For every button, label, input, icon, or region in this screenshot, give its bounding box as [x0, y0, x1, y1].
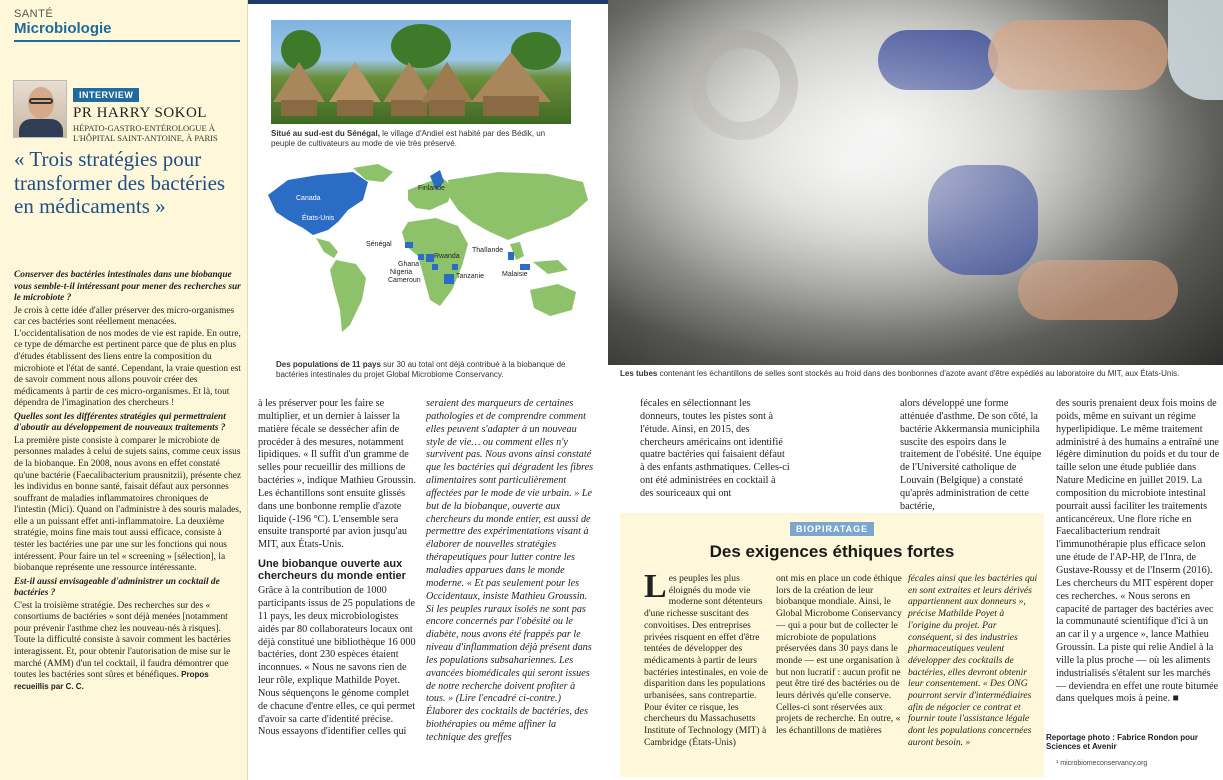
box-kicker: BIOPIRATAGE	[790, 522, 874, 536]
map-label-finland: Finlande	[418, 185, 445, 192]
box-column-2: ont mis en place un code éthique lors de la création de leur biobanque mondiale. Ainsi, le Global Microbome Conservancy — qui a pour but de collecter le microbiote de populations préservées dans 30 pays dans le monde — est une organisation à but non lucratif : aucun profit ne peut être tiré des bactéries ou de leurs dérivés qu'elle conserve. Celles-ci sont réservées aux projets de recherche. En outre, « les échantillons de matières	[776, 573, 902, 737]
map-caption: Des populations de 11 pays sur 30 au total ont déjà contribué à la biobanque de bactéries intestinales du projet Global Microbiome Conservancy.	[276, 360, 566, 379]
map-label-tanzania: Tanzanie	[456, 273, 485, 280]
answer-1: Je crois à cette idée d'aller préserver des micro-organismes car ces bactéries sont réellement menacées. L'occidentalisation de nos modes de vie est rapide. En outre, ce type de démarche est pertinent parce que de plus en plus d'études établissent des liens entre la composition du microbiote et l'état de santé. Cependant, la vraie question est de savoir comment nous allons pouvoir créer des médicaments à partir de ces micro-organismes. Et là, tout dépendra de l'imagination des chercheurs !	[14, 305, 241, 409]
rubric-label: SANTÉ	[14, 8, 54, 20]
answer-3: C'est la troisième stratégie. Des recherches sur des « consortiums de bactéries » sont déjà menées [notamment pour prévenir l'asthme chez les nouveau-nés à risques]. Toute la difficulté consiste à savoir comment les bactéries interagissent. Et, pour obtenir l'autorisation de mise sur le marché (AMM) d'un tel cocktail, il faudra démontrer que toutes les bactéries sont sûres et bénéfiques.	[14, 600, 231, 681]
answer-2: La première piste consiste à comparer le microbiote de personnes malades à celui de sujets sains, comme ceux issus de la biobanque. En 2008, nous avons en effet constaté qu'une bactérie (Faecalibacterium prausnitzii), présente chez les individus en bonne santé, faisait défaut aux personnes souffrant de maladies inflammatoires chroniques de l'intestin (Mici). Quand on l'administre à des souris malades, elle a un puissant effet anti-inflammatoire. La deuxième stratégie, moins fine mais tout aussi efficace, consiste à tester les bactéries une par une sur les fonctions qui nous intéressent. Pour faire un tel « screening » [sélection], la biobanque représente une ressource intéressante.	[14, 435, 242, 574]
question-1: Conserver des bactéries intestinales dans une biobanque vous semble-t-il intéressant pour mener des recherches sur le microbiote ?	[14, 270, 241, 304]
map-label-ghana: Ghana	[398, 261, 420, 268]
map-label-canada: Canada	[296, 195, 321, 202]
map-label-malaysia: Malaisie	[502, 271, 528, 278]
village-photo	[271, 20, 571, 124]
article-paragraph: Grâce à la contribution de 1000 participants issus de 25 populations de 11 pays, les deux microbiologistes aidés par 80 collaborateurs locaux ont déjà constitué une bibliothèque 16 000 bactéries, dont 230 espèces étaient inconnues. « Nous ne savons rien de leur rôle, explique Mathilde Poyet. Nous séquençons le génome complet de chacune d'entre elles, ce qui permet d'avoir sa carte d'identité précise. Nous essayons d'identifier celles qui	[258, 585, 416, 738]
article-subhead: Une biobanque ouverte aux chercheurs du monde entier	[258, 558, 406, 583]
section-title: Microbiologie	[14, 20, 112, 37]
interview-headline: « Trois stratégies pour transformer des bactéries en médicaments »	[14, 147, 226, 219]
photo-credit: Reportage photo : Fabrice Rondon pour Sciences et Avenir	[1046, 733, 1199, 751]
article-paragraph: seraient des marqueurs de certaines pathologies et de comprendre comment elles peuvent s'adapter à un nouveau style de vie… ou comment elles n'y survivent pas. Nous avons ainsi constaté que les bactéries qui dégradent les fibres alimentaires sont particulièrement affectées par le mode de vie urbain. » Le but de la biobanque, ouverte aux chercheurs du monde entier, est aussi de permettre des expérimentations visant à élaborer de nouvelles stratégies thérapeutiques pour lutter contre les maladies apparues dans le monde moderne. « Et pas seulement pour les Occidentaux, insiste Mathieu Groussin. Si les peuples ruraux isolés ne sont pas encore concernés par l'obésité ou le diabète, nous avons été frappés par le niveau d'inflammation déjà présent dans les populations subsahariennes. Les avancées biomédicales qui seront issues de notre recherche doivent profiter à tous. » (Lire l'encadré ci-contre.) Élaborer des cocktails de bactéries, des biothérapies ou même affiner la technique des greffes	[426, 398, 594, 743]
map-label-cameroon: Cameroun	[388, 277, 421, 284]
article-paragraph: fécales en sélectionnant les donneurs, toutes les pistes sont à l'étude. Ainsi, en 2015, des chercheurs américains ont identifié quatre bactéries qui faisaient défaut à des enfants asthmatiques. Celles-ci ont été administrées en cocktail à des souriceaux qui ont	[640, 398, 790, 499]
map-label-rwanda: Rwanda	[434, 253, 460, 260]
interviewee-role: HÉPATO-GASTRO-ENTÉROLOGUE À L'HÔPITAL SAINT-ANTOINE, À PARIS	[73, 123, 218, 144]
section-rule	[14, 40, 240, 42]
footnote: ¹ microbiomeconservancy.org	[1056, 760, 1148, 767]
article-paragraph: alors développé une forme atténuée d'asthme. De son côté, la bactérie Akkermansia municiphila suscite des espoirs dans le traitement de l'obésité. Une équipe de l'Université catholique de Louvain (Belgique) a constaté qu'après administration de cette bactérie,	[900, 398, 1042, 512]
map-label-nigeria: Nigeria	[390, 269, 413, 276]
article-column-4	[900, 398, 1042, 514]
lab-photo	[608, 0, 1223, 365]
article-column-1	[258, 398, 416, 739]
interviewee-portrait	[13, 80, 67, 138]
interview-credit: Propos recueillis par C. C.	[14, 670, 209, 691]
village-photo-caption: Situé au sud-est du Sénégal, le village d'Andiel est habité par des Bédik, un peuple de cultivateurs au mode de vie très préservé.	[271, 129, 546, 148]
world-map	[258, 160, 598, 345]
map-label-usa: États-Unis	[302, 215, 335, 222]
article-paragraph: à les préserver pour les faire se multiplier, et un dernier à laisser la matière fécale se dessécher afin de procéder à des mesures, notamment lipidiques. « Il suffit d'un gramme de selles pour recueillir des millions de bactéries », indique Mathieu Groussin. Les échantillons sont ensuite glissés dans une bonbonne remplie d'azote liquide (-196 °C). L'ensemble sera ensuite transporté par avion jusqu'au MIT, aux États-Unis.	[258, 398, 416, 551]
map-label-thailand: Thaïlande	[472, 247, 504, 254]
dropcap: L	[644, 568, 667, 605]
article-column-5	[1056, 398, 1220, 706]
question-3: Est-il aussi envisageable d'administrer un cocktail de bactéries ?	[14, 576, 220, 599]
article-paragraph: des souris prenaient deux fois moins de poids, même en suivant un régime hyperlipidique. Le même traitement administré à des humains a entraîné une légère diminution du poids et du tour de taille selon une étude publiée dans Nature Medicine en juillet 2019. La composition du microbiote intestinal pourrait aussi faciliter les traitements anticancéreux. Une flore riche en Faecalibacterium rendrait l'immunothérapie plus efficace selon une étude de l'AP-HP, de l'Inra, de Gustave-Roussy et de l'Inserm (2016). Les chercheurs du MIT espèrent doper ces recherches. « Nous serons en capacité de partager des bactéries avec la communauté scientifique d'ici à un an car il y a urgence », lance Mathieu Groussin. La piste qui relie Andiel à la ville la plus proche — où les aliments industrialisés s'étalent sur les marchés — deviendra en effet une route bitumée dans quelques mois à peine. ■	[1056, 398, 1220, 705]
interviewee-name: PR HARRY SOKOL	[73, 105, 207, 121]
box-column-3: fécales ainsi que les bactéries qui en sont extraites et leurs dérivés appartiennent aux donneurs », précise Mathilde Poyet à l'origine du projet. Par conséquent, si des industries pharmaceutiques veulent développer des cocktails de bactéries, elles devront obtenir leur consentement. « Des ONG pourront servir d'intermédiaires afin de négocier ce contrat et fournir toute l'assistance légale dont les populations concernées auront besoin. »	[908, 573, 1038, 748]
question-2: Quelles sont les différentes stratégies qui permettraient d'aboutir au développement de nouveaux traitements ?	[14, 411, 226, 434]
box-title: Des exigences éthiques fortes	[709, 542, 955, 561]
article-column-2	[426, 398, 594, 745]
box-column-1: Les peuples les plus éloignés du mode vie moderne sont détenteurs d'une richesse suscitant des convoitises. Des entreprises privées risquent en effet d'être tentées de développer des médicaments à partir de leurs bactéries intestinales, en voie de disparition dans les populations urbanisées, sans contrepartie. Pour éviter ce risque, les chercheurs du Massachusetts Institute of Technology (MIT) à Cambridge (États-Unis)	[644, 568, 768, 748]
interview-body	[14, 268, 242, 694]
article-column-3	[640, 398, 790, 501]
interview-badge: INTERVIEW	[73, 88, 139, 102]
map-label-senegal: Sénégal	[366, 241, 392, 248]
lab-photo-caption: Les tubes contenant les échantillons de selles sont stockés au froid dans des bonbonnes d'azote avant d'être expédiés au laboratoire du MIT, aux États-Unis.	[620, 369, 1180, 378]
